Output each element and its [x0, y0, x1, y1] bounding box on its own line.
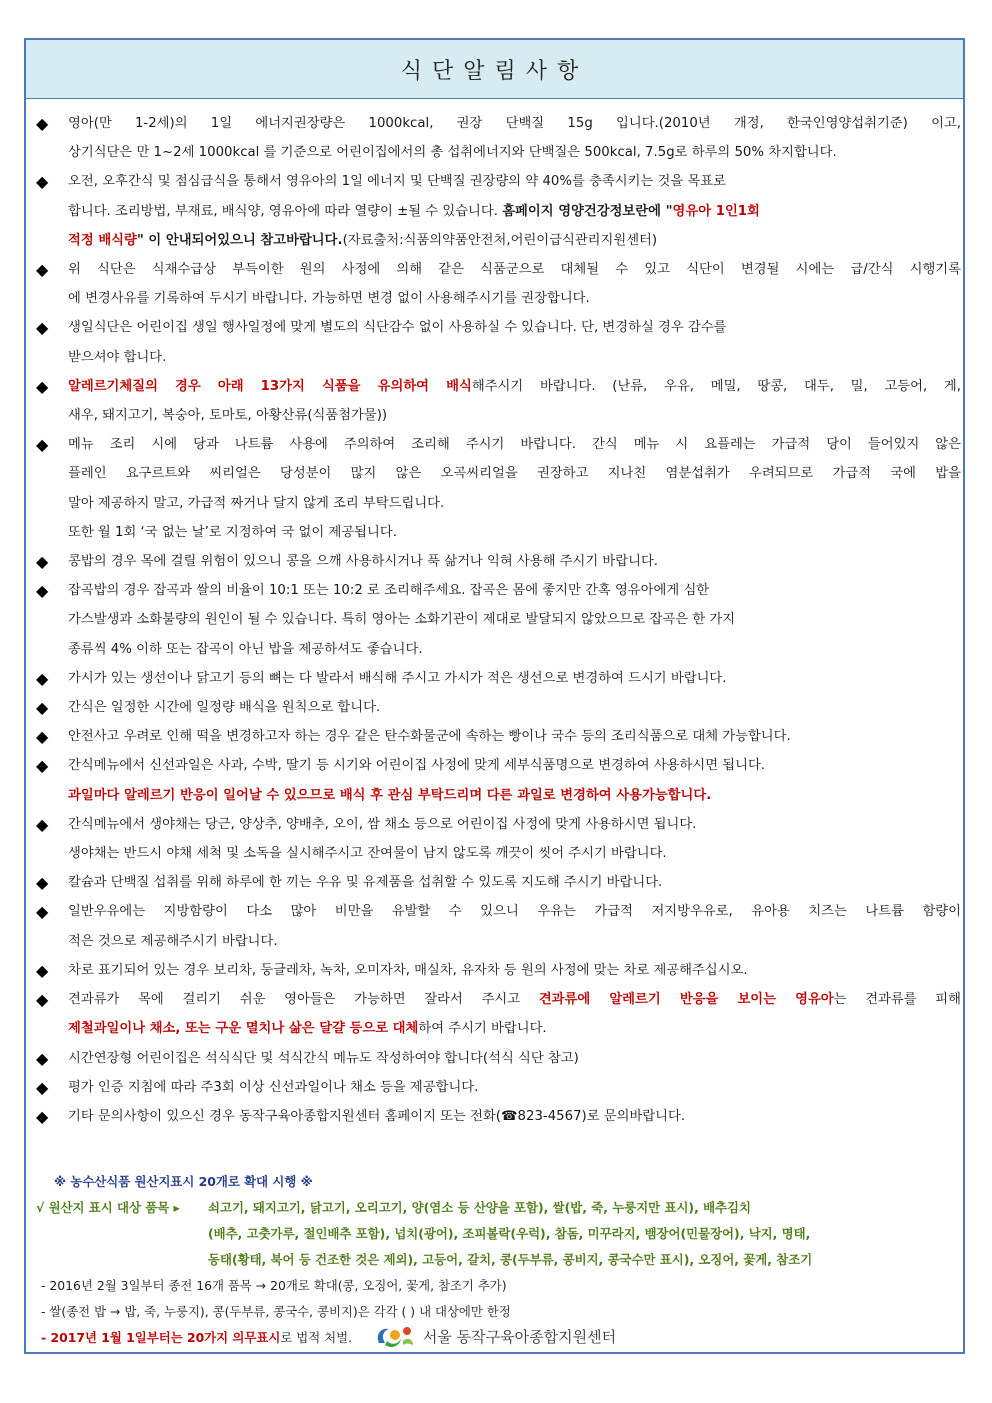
list-item — [36, 1044, 961, 1073]
list-item — [36, 430, 961, 547]
origin-header: ※ 농수산식품 원산지표시 20개로 확대 시행 ※ — [54, 1174, 313, 1189]
item-line: 플레인 요구르트와 씨리얼은 당성분이 많지 않은 오곡씨리얼을 권장하고 지나친 염분섭취가 우려되므로 가급적 국에 밥을 — [68, 466, 961, 482]
diamond-bullet-icon: ◆ — [36, 727, 49, 747]
item-line: 과일마다 알레르기 반응이 일어날 수 있으므로 배식 후 관심 부탁드리며 다른 과일로 변경하여 사용가능합니다. — [68, 787, 712, 803]
diamond-bullet-icon: ◆ — [36, 1106, 49, 1126]
item-line: 종류씩 4% 이하 또는 잡곡이 아닌 밥을 제공하셔도 좋습니다. — [68, 641, 423, 657]
footer — [26, 1321, 963, 1351]
list-item — [36, 255, 961, 313]
item-line: 또한 월 1회 ‘국 없는 날’로 지정하여 국 없이 제공됩니다. — [68, 524, 397, 540]
diamond-bullet-icon: ◆ — [36, 902, 49, 922]
diamond-bullet-icon: ◆ — [36, 1077, 49, 1097]
item-line: 간식메뉴에서 생야채는 당근, 양상추, 양배추, 오이, 쌈 채소 등으로 어린이집 사정에 맞게 사용하시면 됩니다. — [68, 816, 697, 832]
item-line: 콩밥의 경우 목에 걸릴 위험이 있으니 콩을 으깨 사용하시거나 푹 삶거나 익혀 사용해 주시기 바랍니다. — [68, 554, 659, 570]
page-title: 식단알림사항 — [400, 58, 589, 84]
item-line: 적정 배식량" 이 안내되어있으니 참고바랍니다.(자료출처:식품의약품안전처,어린이급식관리지원센터) — [68, 232, 658, 248]
notice-list — [36, 109, 961, 1131]
item-line: 간식은 일정한 시간에 일정량 배식을 원칙으로 합니다. — [68, 700, 381, 716]
diamond-bullet-icon: ◆ — [36, 873, 49, 893]
diamond-bullet-icon: ◆ — [36, 756, 49, 776]
origin-note: - 2016년 2월 3일부터 종전 16개 품목 → 20개로 확대(콩, 오징어, 꽃게, 참조기 추가) — [41, 1278, 507, 1293]
diamond-bullet-icon: ◆ — [36, 990, 49, 1010]
item-line: 시간연장형 어린이집은 석식식단 및 석식간식 메뉴도 작성하여야 합니다(석식 식단 참고) — [68, 1050, 579, 1066]
item-line: 상기식단은 만 1~2세 1000kcal 를 기준으로 어린이집에서의 총 섭취에너지와 단백질은 500kcal, 7.5g로 하루의 50% 차지합니다. — [68, 145, 837, 161]
list-item — [36, 547, 961, 576]
item-line: 알레르기체질의 경우 아래 13가지 식품을 유의하여 배식해주시기 바랍니다. (난류, 우유, 메밀, 땅콩, 대두, 밀, 고등어, 게, — [68, 378, 961, 394]
diamond-bullet-icon: ◆ — [36, 698, 49, 718]
diamond-bullet-icon: ◆ — [36, 552, 49, 572]
diamond-bullet-icon: ◆ — [36, 172, 49, 192]
item-line: 가시가 있는 생선이나 닭고기 등의 뼈는 다 발라서 배식해 주시고 가시가 적은 생선으로 변경하여 드시기 바랍니다. — [68, 670, 727, 686]
item-line: 합니다. 조리방법, 부재료, 배식양, 영유아에 따라 열량이 ±될 수 있습니다. 홈페이지 영양건강정보란에 "영유아 1인1회 — [68, 203, 760, 219]
item-line: 가스발생과 소화불량의 원인이 될 수 있습니다. 특히 영아는 소화기관이 제대로 발달되지 않았으므로 잡곡은 한 가지 — [68, 612, 736, 628]
list-item — [36, 1102, 961, 1131]
item-line: 생야채는 반드시 야채 세척 및 소독을 실시해주시고 잔여물이 남지 않도록 깨끗이 씻어 주시기 바랍니다. — [68, 846, 667, 862]
item-line: 영아(만 1-2세)의 1일 에너지권장량은 1000kcal, 권장 단백질 15g 입니다.(2010년 개정, 한국인영양섭취기준) 이고, — [68, 116, 961, 131]
diamond-bullet-icon: ◆ — [36, 668, 49, 688]
list-item — [36, 722, 961, 751]
item-line: 견과류가 목에 걸리기 쉬운 영아들은 가능하면 잘라서 주시고 견과류에 알레르기 반응을 보이는 영유아는 견과류를 피해 — [68, 992, 961, 1008]
center-name: 서울 동작구육아종합지원센터 — [422, 1327, 617, 1346]
list-item — [36, 576, 961, 664]
item-line: 오전, 오후간식 및 점심급식을 통해서 영유아의 1일 에너지 및 단백질 권장량의 약 40%를 충족시키는 것을 목표로 — [68, 174, 726, 190]
list-item — [36, 810, 961, 868]
list-item — [36, 372, 961, 430]
item-line: 칼슘과 단백질 섭취를 위해 하루에 한 끼는 우유 및 유제품을 섭취할 수 있도록 지도해 주시기 바랍니다. — [68, 875, 663, 891]
list-item — [36, 313, 961, 371]
list-item — [36, 109, 961, 167]
item-line: 간식메뉴에서 신선과일은 사과, 수박, 딸기 등 시기와 어린이집 사정에 맞게 세부식품명으로 변경하여 사용하시면 됩니다. — [68, 758, 766, 774]
diamond-bullet-icon: ◆ — [36, 114, 49, 133]
item-line: 잡곡밥의 경우 잡곡과 쌀의 비율이 10:1 또는 10:2 로 조리해주세요. 잡곡은 몸에 좋지만 간혹 영유아에게 심한 — [68, 583, 710, 599]
item-line: 차로 표기되어 있는 경우 보리차, 둥글레차, 녹차, 오미자차, 매실차, 유자차 등 원의 사정에 맞는 차로 제공해주십시오. — [68, 962, 748, 978]
list-item — [36, 751, 961, 809]
item-line: 평가 인증 지침에 따라 주3회 이상 신선과일이나 채소 등을 제공합니다. — [68, 1079, 479, 1095]
list-item — [36, 985, 961, 1043]
list-item — [36, 664, 961, 693]
item-line: 위 식단은 식재수급상 부득이한 원의 사정에 의해 같은 식품군으로 대체될 수 있고 식단이 변경될 시에는 급/간식 시행기록 — [68, 262, 961, 278]
item-line: 적은 것으로 제공해주시기 바랍니다. — [68, 933, 278, 949]
item-line: 메뉴 조리 시에 당과 나트륨 사용에 주의하여 조리해 주시기 바랍니다. 간식 메뉴 시 요플레는 가급적 당이 들어있지 않은 — [68, 437, 961, 453]
item-line: 안전사고 우려로 인해 떡을 변경하고자 하는 경우 같은 탄수화물군에 속하는 빵이나 국수 등의 조리식품으로 대체 가능합니다. — [68, 729, 791, 745]
origin-items-row — [36, 1195, 961, 1221]
list-item — [36, 693, 961, 722]
diamond-bullet-icon: ◆ — [36, 581, 49, 601]
item-line: 일반우유에는 지방함량이 다소 많아 비만을 유발할 수 있으니 우유는 가급적 저지방우유로, 유아용 치즈는 나트륨 함량이 — [68, 904, 961, 920]
notice-frame — [24, 38, 965, 1354]
diamond-bullet-icon: ◆ — [36, 318, 49, 338]
center-logo-icon — [373, 1321, 417, 1351]
origin-list-line: 쇠고기, 돼지고기, 닭고기, 오리고기, 양(염소 등 산양을 포함), 쌀(밥, 죽, 누룽지만 표시), 배추김치 — [208, 1200, 751, 1215]
item-line: 말아 제공하지 말고, 가급적 짜거나 달지 않게 조리 부탁드립니다. — [68, 495, 445, 511]
origin-penalty-note: - 2017년 1월 1일부터는 20가지 의무표시로 법적 처벌. — [41, 1330, 352, 1345]
list-item — [36, 956, 961, 985]
diamond-bullet-icon: ◆ — [36, 1048, 49, 1068]
list-item — [36, 897, 961, 955]
origin-note: - 쌀(종전 밥 → 밥, 죽, 누룽지), 콩(두부류, 콩국수, 콩비지)은 각각 ( ) 내 대상에만 한정 — [41, 1304, 511, 1319]
item-line: 기타 문의사항이 있으신 경우 동작구육아종합지원센터 홈페이지 또는 전화(☎823-4567)로 문의바랍니다. — [68, 1108, 686, 1124]
diamond-bullet-icon: ◆ — [36, 435, 49, 455]
diamond-bullet-icon: ◆ — [36, 376, 49, 396]
origin-list-line: 동태(황태, 북어 등 건조한 것은 제외), 고등어, 갈치, 콩(두부류, 콩비지, 콩국수만 표시), 오징어, 꽃게, 참조기 — [208, 1252, 813, 1267]
diamond-bullet-icon: ◆ — [36, 960, 49, 980]
item-line: 제철과일이나 채소, 또는 구운 멸치나 삶은 달걀 등으로 대체하여 주시기 바랍니다. — [68, 1021, 547, 1037]
title-bar — [26, 40, 963, 99]
item-line: 생일식단은 어린이집 생일 행사일정에 맞게 별도의 식단감수 없이 사용하실 수 있습니다. 단, 변경하실 경우 감수를 — [68, 320, 727, 336]
list-item — [36, 167, 961, 255]
item-line: 새우, 돼지고기, 복숭아, 토마토, 아황산류(식품첨가물)) — [68, 408, 388, 424]
diamond-bullet-icon: ◆ — [36, 814, 49, 834]
item-line: 에 변경사유를 기록하여 두시기 바랍니다. 가능하면 변경 없이 사용해주시기를 권장합니다. — [68, 291, 590, 307]
list-item — [36, 1073, 961, 1102]
origin-list-line: (배추, 고춧가루, 절인배추 포함), 넙치(광어), 조피볼락(우럭), 참돔, 미꾸라지, 뱀장어(민물장어), 낙지, 명태, — [208, 1226, 811, 1241]
item-line: 받으셔야 합니다. — [68, 349, 167, 365]
origin-label: √ 원산지 표시 대상 품목 ▸ — [36, 1200, 180, 1215]
diamond-bullet-icon: ◆ — [36, 260, 49, 280]
list-item — [36, 868, 961, 897]
